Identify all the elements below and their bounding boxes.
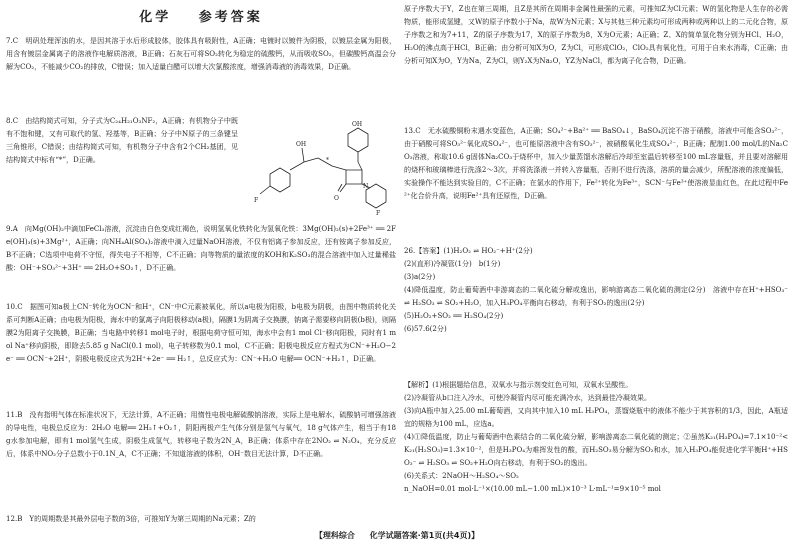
analysis-q26: 【解析】(1)根据题给信息，双氧水与指示剂变红色可知，双氧水呈酸性。 (2)冷凝管从b口注入冷水，可使冷凝管内尽可能充满冷水，达到最佳冷凝效果。 (3)向A瓶中加入25.00 mL葡萄酒，又向其中加入10 mL H₃PO₄，蒸馏烧瓶中的液体不能少于其容积的1/3，因此，A瓶适宜的规格为100 mL，应选a。 (4)①降低温度，防止与葡萄酒中色素结合的二氧化硫分解，影响游离态二氧化硫的测定；②虽然K₂₁(H₃PO₄)=7.1×10⁻²<K₂₁(H₂SO₃)=1.3×10⁻²，但是H₃PO₄为难挥发性的酸，而H₂SO₃易分解为SO₂和水，加入H₃PO₄能促进化学平衡H⁺+HSO₃⁻ ⇌ H₂SO₃ ⇌ SO₂+H₂O向右移动，有利于SO₂的逸出。 (6)关系式：2NaOH～H₂SO₄～SO₂ n_NaOH=0.01 mol·L⁻¹×(10.00 mL−1.00 mL)×10⁻³ L·mL⁻¹=9×10⁻⁵ mol bbox=[404, 380, 788, 494]
o-atom-label: O bbox=[334, 195, 339, 202]
answer-q9: 9.A 向Mg(OH)₂中滴加FeCl₃溶液，沉淀由白色变成红褐色，说明氢氧化铁转化为氢氧化铁：3Mg(OH)₂(s)+2Fe³⁺ ══ 2Fe(OH)₃(s)+3Mg²⁺，A正确；向NH₄Al(SO₄)₂溶液中滴入过量NaOH溶液，不仅有铝离子参加反应，还有铵离子参加反应，B不正确；C选项中电荷不守恒，得失电子不相等，C不正确；向等物质的量浓度的KOH和K₂SO₃的混合溶液中加入过量稀盐酸：OH⁻+SO₃²⁻+3H⁺ ══ 2H₂O+SO₂↑，D不正确。 bbox=[6, 224, 396, 273]
page-footer bbox=[0, 530, 794, 541]
answer-q26: 26.【答案】(1)H₂O₂ ⇌ HO₂⁻+H⁺(2分) (2)(直形)冷凝管(1分) b(1分) (3)a(2分) (4)降低温度，防止葡萄酒中非游离态的二氧化硫分解或逸出，影响游离态二氧化硫的测定(2分) 溶液中存在H⁺+HSO₃⁻ ⇌ H₂SO₃ ⇌ SO₂+H₂O，加入H₃PO₄平衡向右移动，有利于SO₂的逸出(2分) (5)H₂O₂+SO₂ ══ H₂SO₄(2分) (6)57.6(2分) bbox=[404, 246, 788, 334]
answer-q10: 10.C 据图可知a极上CN⁻转化为OCN⁻和H⁺，CN⁻中C元素被氧化，所以a电极为阳极，b电极为阴极，由图中物质转化关系可判断A正确；由电极为阳极，海水中的氯离子向阳极移动(a极)，隔膜1为阴离子交换膜，钠离子需要移向阴极(b极)，则隔膜2为阳离子交换膜，B正确；当电路中转移1 mol电子时，根据电荷守恒可知，海水中会有1 mol Cl⁻移向阳极，同时有1 mol Na⁺移向阴极，即除去5.85 g NaCl(0.1 mol)，电子转移数为0.1 mol，C不正确；阳极电极反应方程式为CN⁻+H₂O−2e⁻ ══ OCN⁻+2H⁺，阴极电极反应式为2H⁺+2e⁻ ══ H₂↑，总反应式为：CN⁻+H₂O 电解══ OCN⁻+H₂↑，D正确。 bbox=[6, 302, 396, 364]
answer-q11: 11.B 没有指明气体在标准状况下，无法计算，A不正确；用惰性电极电解硫酸钠溶液，实际上是电解水，硫酸钠可增强溶液的导电性，电极总反应为：2H₂O 电解══ 2H₂↑+O₂↑，阴阳两极产生气体分别是氢气与氧气，18 g气体产生，相当于有18 g水参加电解，即有1 mol氢气生成，阴极生成氢气，转移电子数为2N_A，B正确；体系中存在2NO₂ ⇌ N₂O₄，充分反应后，体系中NO₂分子总数小于0.1N_A，C不正确；不知道溶液的体积，OH⁻数目无法计算，D不正确。 bbox=[6, 410, 396, 459]
f-left-label: F bbox=[254, 197, 259, 204]
oh-top-label: OH bbox=[352, 121, 363, 128]
title-main: 参考答案 bbox=[198, 10, 263, 25]
n-atom-label: N bbox=[363, 183, 369, 190]
structural-formula bbox=[246, 118, 394, 216]
answer-q12: 12.B Y的周期数是其最外层电子数的3倍，可推知Y为第三周期的Na元素；Z的 bbox=[6, 514, 256, 523]
oh-chain-label: OH bbox=[296, 141, 307, 148]
answer-q12-continued: 原子序数大于Y，Z也在第三周期，且Z是其所在周期非金属性最强的元素，可推知Z为Cl元素；W的氢化物是人生存的必需物质，能形成氢键，又W的原子序数小于Na，故W为N元素；X与其他三种元素均可形成两种或两种以上的二元化合物，原子序数之和为7+11，Z的原子序数为17，X的原子序数为8，X为O元素；A正确；Z、X的简单氢化物分别为HCl、H₂O，H₂O的沸点高于HCl，B正确；由分析可知X为O，Z为Cl，可形成ClO₂，ClO₂具有氧化性，可用于自来水消毒，C正确；由分析可知X为O，Y为Na，Z为Cl，则Y₂X为Na₂O，YZ为NaCl，都为离子化合物，D正确。 bbox=[404, 4, 788, 66]
answer-q7: 7.C 明矾处理浑浊的水，是因其溶于水后形成胶体，胶体具有吸附性，A正确；电镀时以镀件为阴极，以镀层金属为阳极，用含有镀层金属离子的溶液作电解质溶液，B正确；石灰石可将SO₂转化为稳定的硫酸钙，从而吸收SO₂，但碳酸钙高温会分解为CO₂，不能减少CO₂的排放，C错误；加入适量白醋可以增大次氯酸浓度，增强消毒液的消毒效果，D正确。 bbox=[6, 36, 396, 72]
answer-q8: 8.C 由结构简式可知，分子式为C₂₄H₂₁O₃NF₂，A正确；有机物分子中既有不饱和键，又有可取代的氢、羟基等，B正确；分子中N原子的三条键呈三角锥形，C错误；由结构简式可知，有机物分子中含有2个CH₂基团，见结构简式中标有“*”，D正确。 bbox=[6, 116, 238, 165]
f-right-label: F bbox=[376, 210, 381, 217]
footer-subject: 【理科综合 bbox=[314, 531, 355, 540]
chiral-star-label: * bbox=[326, 157, 329, 164]
molecule-drawing bbox=[246, 118, 394, 216]
page-title bbox=[6, 6, 396, 25]
title-subject: 化学 bbox=[139, 10, 172, 25]
answer-q13: 13.C 无水硫酸铜粉末遇水变蓝色，A正确；SO₄²⁻+Ba²⁺ ══ BaSO₄↓，BaSO₄沉淀不溶于硝酸，溶液中可能含SO₃²⁻，由于硝酸可将SO₃²⁻氧化成SO₄²⁻，也可能原溶液中含有SO₃²⁻，被硝酸氧化生成SO₄²⁻，B正确；配制1.00 mol/L的Na₂CO₃溶液，称取10.6 g固体Na₂CO₃于烧杯中，加入少量蒸馏水溶解后冷却至室温后转移至100 mL容量瓶，并且要对溶解用的烧杯和玻璃棒进行洗涤2～3次，并将洗涤液一并转入容量瓶，否则不进行洗涤，溶质的量会减少，所配溶液的浓度偏低，实验操作不能达到实验目的，C不正确；在氯水的作用下，Fe²⁺转化为Fe³⁺，SCN⁻与Fe³⁺使溶液显血红色，在此过程中Fe²⁺化合价升高，说明Fe²⁺具有还原性，D正确。 bbox=[404, 126, 788, 201]
footer-page-info: 化学试题答案·第1页(共4页)】 bbox=[369, 531, 480, 540]
